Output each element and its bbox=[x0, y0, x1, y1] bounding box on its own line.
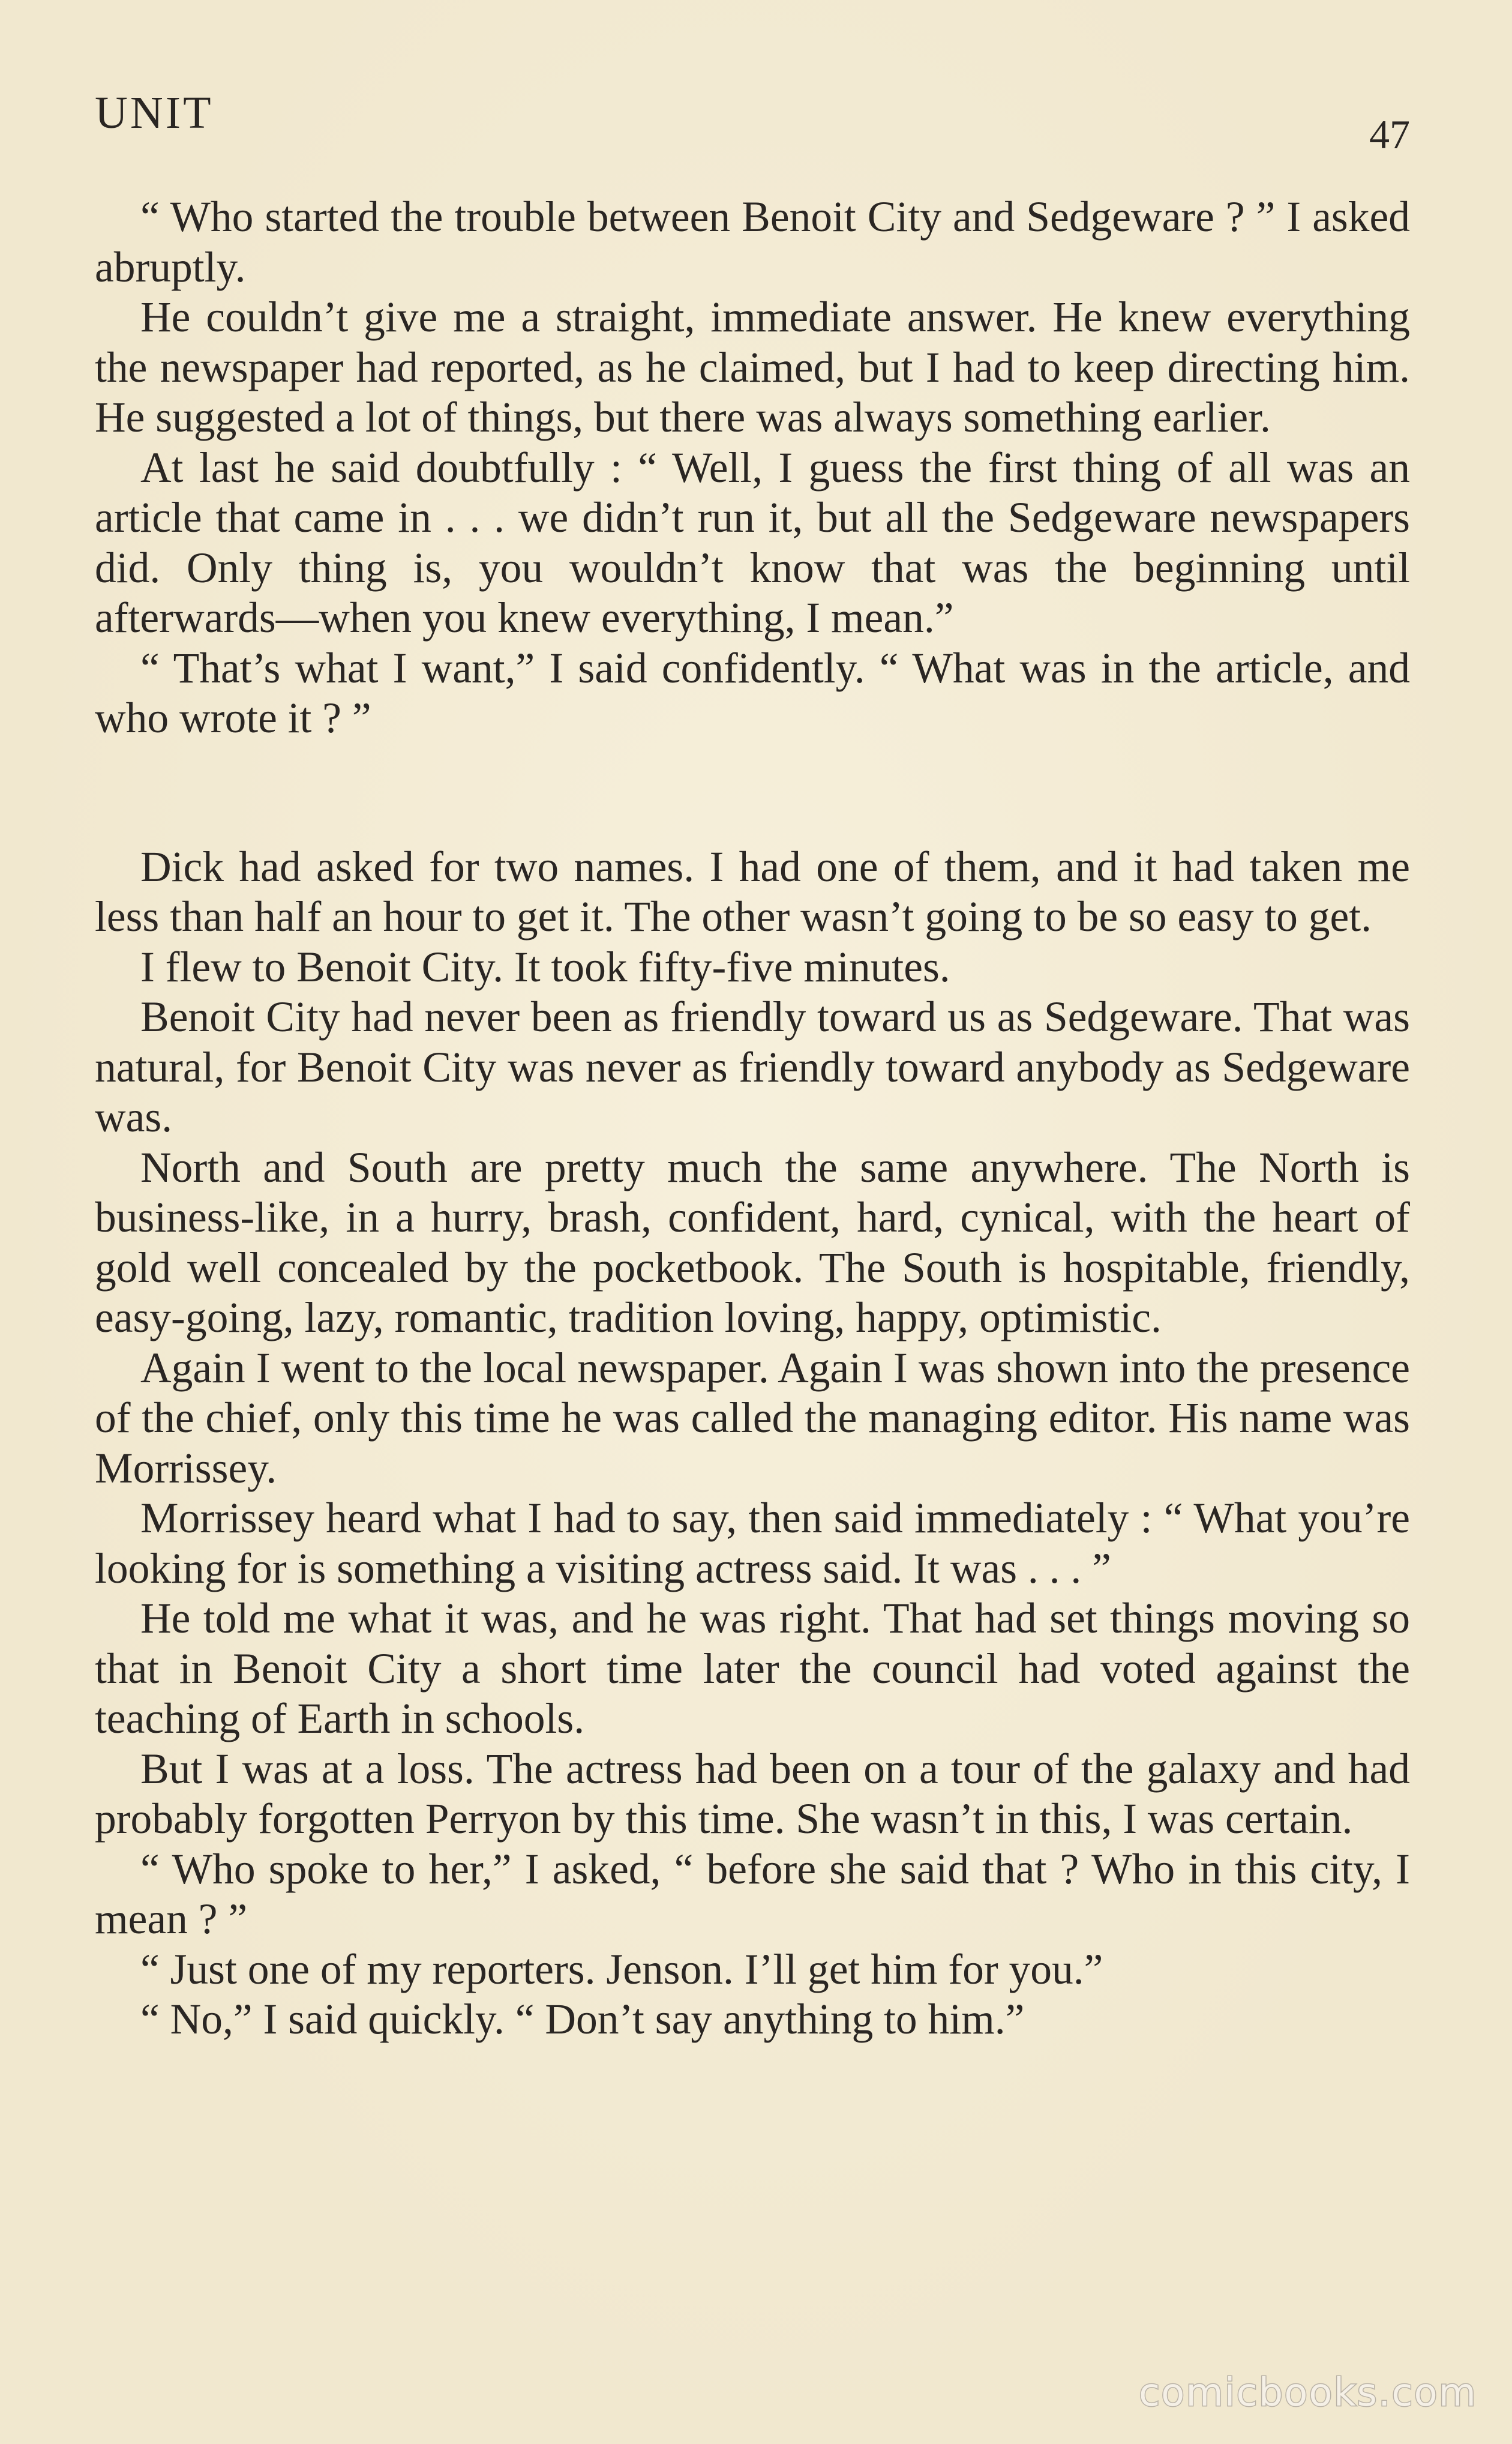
paragraph: Dick had asked for two names. I had one of them, and it had taken me less than half an hour to get it. The other wasn’t going to be so easy to get. bbox=[95, 843, 1410, 941]
paragraph: “ Who spoke to her,” I asked, “ before she said that ? Who in this city, I mean ? ” bbox=[95, 1845, 1410, 1943]
watermark: comicbooks.com bbox=[1138, 2371, 1477, 2415]
page-header bbox=[95, 90, 1410, 162]
page-number: 47 bbox=[1369, 112, 1410, 157]
running-head: UNIT bbox=[95, 88, 214, 138]
paragraph: At last he said doubtfully : “ Well, I guess the first thing of all was an article that came in . . . we didn’t run it, but all the Sedgeware newspapers did. Only thing is, you wouldn’t know that was the beginning until afterwards—when you knew everything, I mean.” bbox=[95, 444, 1410, 642]
paragraph: Morrissey heard what I had to say, then said immediately : “ What you’re looking for is something a visiting actress said. It was . . . ” bbox=[95, 1494, 1410, 1592]
paragraph: Again I went to the local newspaper. Again I was shown into the presence of the chief, only this time he was called the managing editor. His name was Morrissey. bbox=[95, 1344, 1410, 1492]
paragraph: He told me what it was, and he was right. That had set things moving so that in Benoit City a short time later the council had voted against the teaching of Earth in schools. bbox=[95, 1595, 1410, 1742]
paragraph: “ No,” I said quickly. “ Don’t say anything to him.” bbox=[140, 1996, 1025, 2043]
paragraph: “ Who started the trouble between Benoit City and Sedgeware ? ” I asked abruptly. bbox=[95, 193, 1410, 291]
paragraph: Benoit City had never been as friendly toward us as Sedgeware. That was natural, for Benoit City was never as friendly toward anybody as Sedgeware was. bbox=[95, 993, 1410, 1141]
paragraph: North and South are pretty much the same anywhere. The North is business-like, in a hurry, brash, confident, hard, cynical, with the heart of gold well concealed by the pocketbook. The South is hospitable, friendly, easy-going, lazy, romantic, tradition loving, happy, optimistic. bbox=[95, 1143, 1410, 1341]
section-break bbox=[95, 744, 1410, 842]
paragraph: But I was at a loss. The actress had been on a tour of the galaxy and had probably forgotten Perryon by this time. She wasn’t in this, I was certain. bbox=[95, 1745, 1410, 1843]
paragraph: “ Just one of my reporters. Jenson. I’ll get him for you.” bbox=[140, 1945, 1103, 1993]
paragraph: “ That’s what I want,” I said confidently. “ What was in the article, and who wrote it ? ” bbox=[95, 644, 1410, 742]
paragraph: He couldn’t give me a straight, immediate answer. He knew everything the newspaper had reported, as he claimed, but I had to keep directing him. He suggested a lot of things, but there was always something earlier. bbox=[95, 293, 1410, 441]
paragraph: I flew to Benoit City. It took fifty-five minutes. bbox=[140, 943, 950, 991]
body-text bbox=[95, 192, 1410, 2045]
